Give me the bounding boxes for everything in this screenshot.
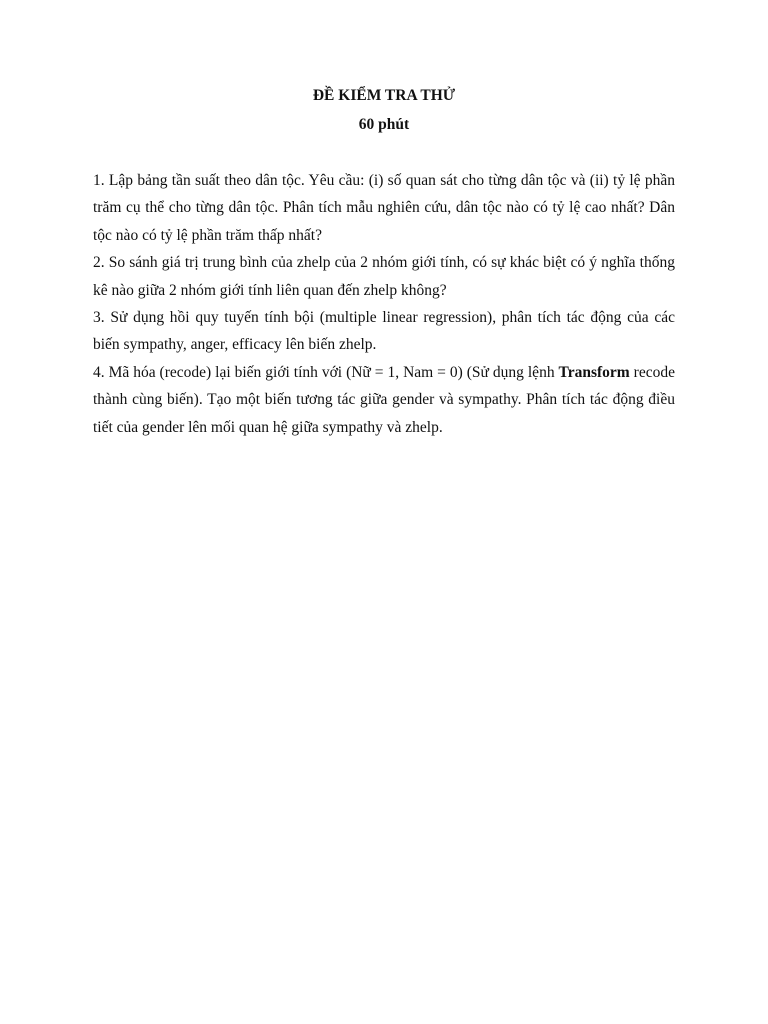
question-list [93, 167, 675, 441]
question-4-command-transform: Transform [558, 363, 630, 381]
question-2: 2. So sánh giá trị trung bình của zhelp của 2 nhóm giới tính, có sự khác biệt có ý nghĩa thống kê nào giữa 2 nhóm giới tính liên quan đến zhelp không? [93, 254, 675, 299]
question-3: 3. Sử dụng hồi quy tuyến tính bội (multiple linear regression), phân tích tác động của các biến sympathy, anger, efficacy lên biến zhelp. [93, 309, 675, 354]
question-4-text-before: 4. Mã hóa (recode) lại biến giới tính với (Nữ = 1, Nam = 0) (Sử dụng lệnh [93, 363, 559, 381]
question-4 [93, 359, 675, 441]
question-4-text-after: recode thành cùng biến). Tạo một biến tương tác giữa gender và sympathy. Phân tích tác động điều tiết của gender lên mối quan hệ giữa sympathy và zhelp. [93, 363, 675, 436]
document-title: ĐỀ KIỂM TRA THỬ [312, 87, 456, 104]
question-1: 1. Lập bảng tần suất theo dân tộc. Yêu cầu: (i) số quan sát cho từng dân tộc và (ii) tỷ lệ phần trăm cụ thể cho từng dân tộc. Phân tích mẫu nghiên cứu, dân tộc nào có tỷ lệ cao nhất? Dân tộc nào có tỷ lệ phần trăm thấp nhất? [93, 172, 675, 244]
document-duration: 60 phút [358, 116, 410, 133]
